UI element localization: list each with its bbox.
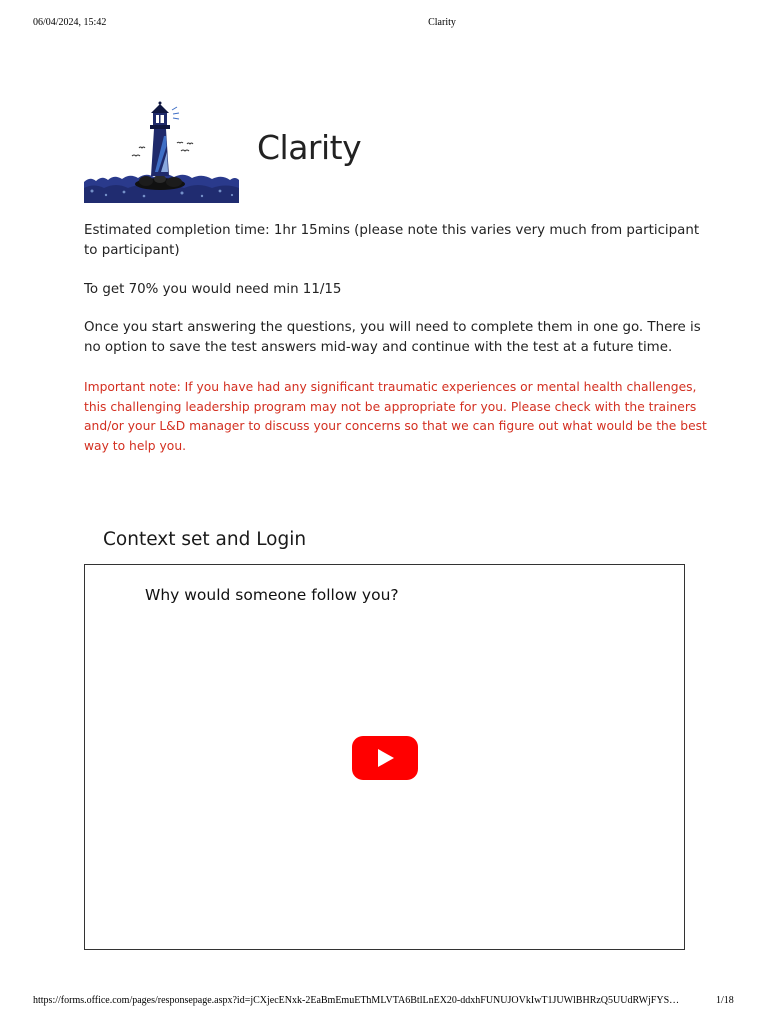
description-pass-mark: To get 70% you would need min 11/15 [84,282,342,297]
section-title: Context set and Login [103,529,307,550]
youtube-play-icon[interactable] [352,736,418,780]
form-title: Clarity [257,128,362,167]
lighthouse-banner-image [84,96,239,203]
important-note-warning: Important note: If you have had any significant traumatic experiences or mental health challenges, this challenging leadership program may not be appropriate for you. Please check with the trainers and/or your L&D manager to discuss your concerns so that we can figure out what would be the best way to help you. [84,380,707,453]
print-header-title: Clarity [428,17,456,28]
print-footer-url: https://forms.office.com/pages/responsepage.aspx?id=jCXjecENxk-2EaBmEmuEThMLVTA6BtlLnEX20-ddxhFUNUJOVkIwT1JUWlBHRzQ5UUdRWjFYS… [33,995,680,1006]
description-completion-time: Estimated completion time: 1hr 15mins (please note this varies very much from participant to participant) [84,223,700,258]
embedded-video-player[interactable] [84,564,685,950]
description-one-go-instructions: Once you start answering the questions, you will need to complete them in one go. There is no option to save the test answers mid-way and continue with the test at a future time. [84,320,701,355]
print-footer-page-number: 1/18 [716,995,734,1006]
video-title[interactable]: Why would someone follow you? [145,586,399,604]
print-header-datetime: 06/04/2024, 15:42 [33,17,107,28]
lighthouse-logo-icon [84,96,239,203]
